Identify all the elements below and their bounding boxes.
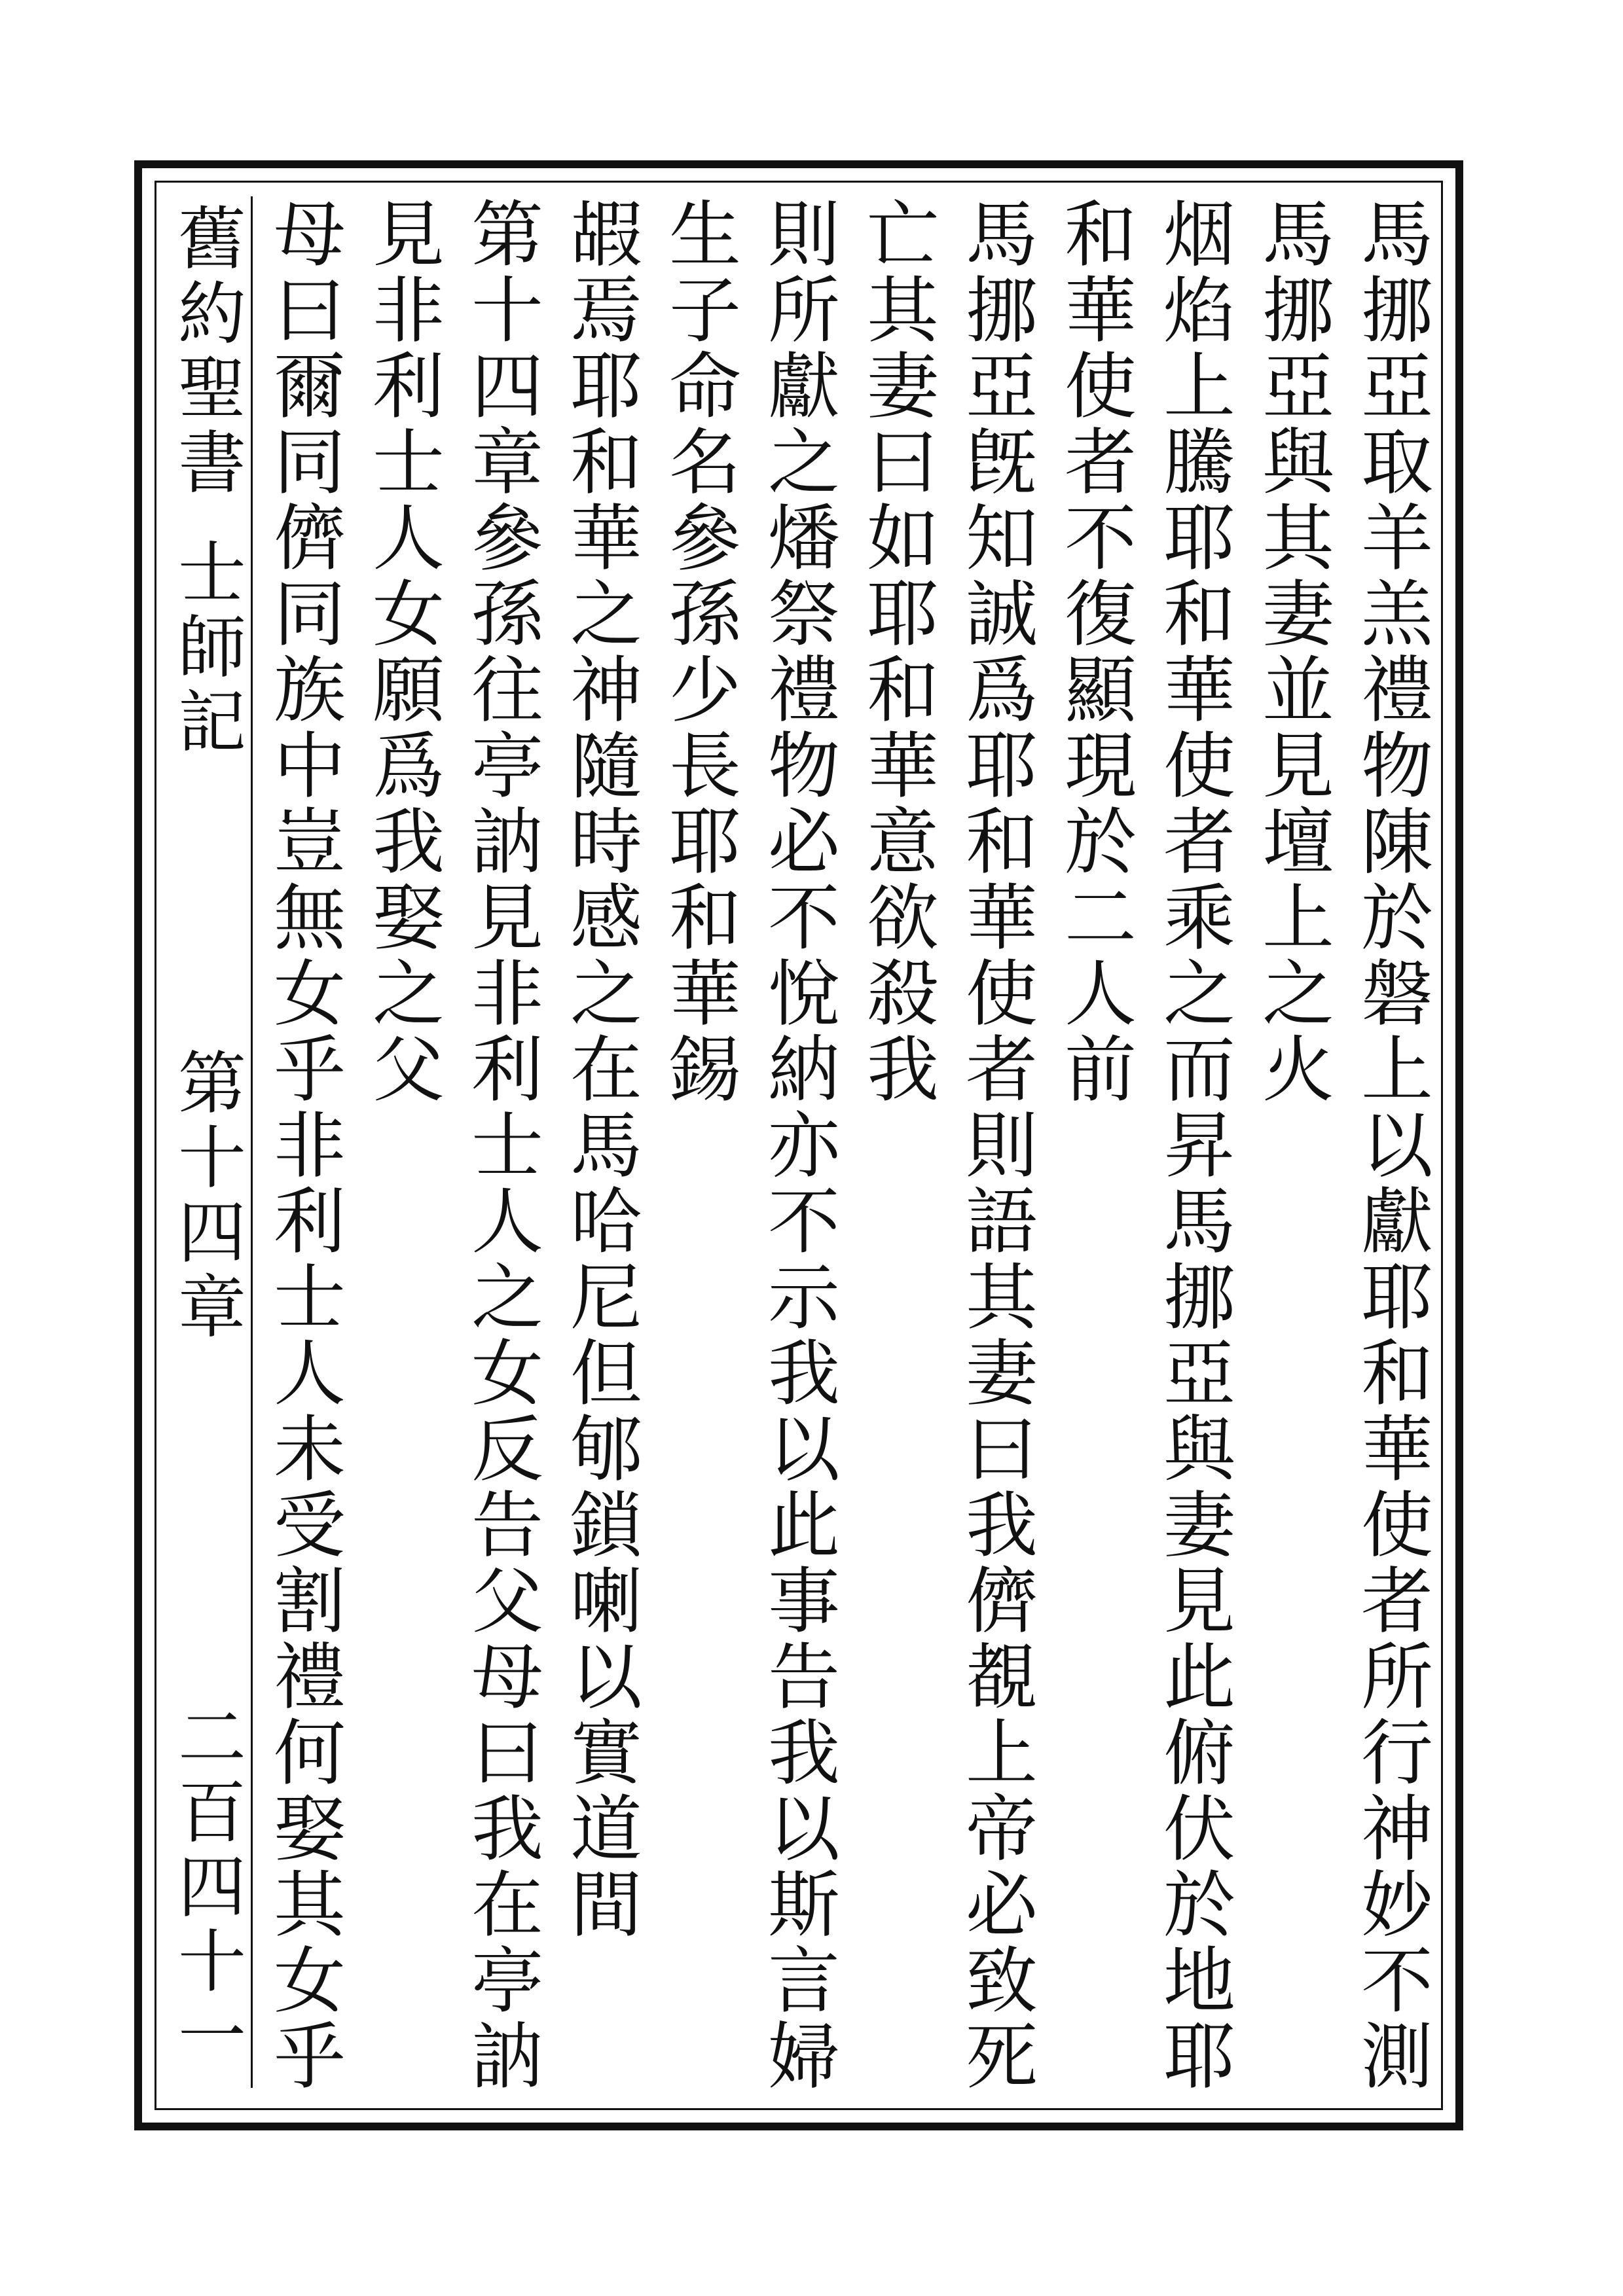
text-column: 馬挪亞旣知誠爲耶和華使者則語其妻曰我儕覩上帝必致死亡其妻曰如耶和華意欲殺我: [855, 196, 1038, 2094]
book-title: 舊約聖書: [166, 203, 246, 501]
margin-divider: [251, 196, 253, 2088]
text-column: 烟焰上騰耶和華使者乘之而昇馬挪亞與妻見此俯伏於地耶和華使者不復顯現於二人前: [1053, 196, 1235, 2094]
text-column: 母曰爾同儕同族中豈無女乎非利士人未受割禮何娶其女乎: [262, 196, 346, 2094]
chapter-title: 第十四章: [166, 1047, 246, 1346]
text-column: 則所獻之燔祭禮物必不悅納亦不示我以此事告我以斯言婦生子命名參孫少長耶和華錫: [657, 196, 840, 2094]
text-column: 馬挪亞取羊羔禮物陳於磐上以獻耶和華使者所行神妙不測馬挪亞與其妻並見壇上之火: [1250, 196, 1433, 2094]
text-column: 第十四章參孫往亭訥見非利士人之女反告父母曰我在亭訥見非利士人女願爲我娶之父: [361, 196, 543, 2094]
section-title: 士師記: [166, 537, 246, 761]
margin-header: [164, 196, 249, 2088]
page-number: 二百四十一: [166, 1702, 246, 2075]
text-column: 嘏焉耶和華之神隨時感之在馬哈尼但郇鎖喇以實道間: [558, 196, 642, 1943]
scripture-text: [262, 196, 1440, 2094]
